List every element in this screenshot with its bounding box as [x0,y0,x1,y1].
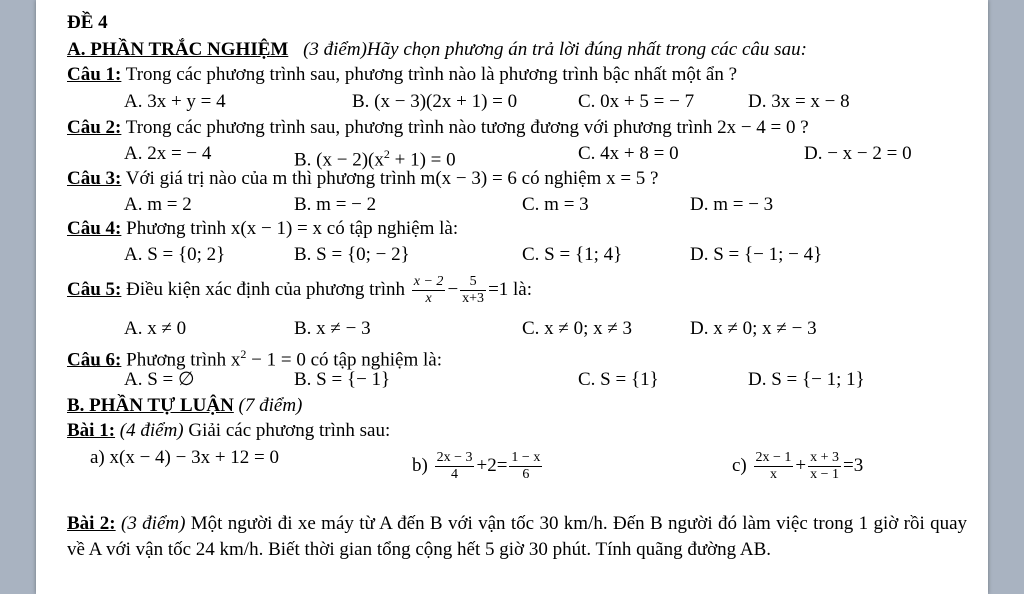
bai-1: Bài 1: (4 điểm) Giải các phương trình sau: [67,420,391,441]
fraction: $\frac{1 - x}{6}$ [511,450,541,483]
question-text: Điều kiện xác định của phương trình [121,279,406,300]
fraction: $\frac{2x - 1}{x}$ [755,450,792,483]
bai1-part-a: a) x(x − 4) − 3x + 12 = 0 [90,447,280,468]
fraction: $\frac{x + 3}{x - 1}$ [810,450,840,483]
q4-option-d: D. S = {− 1; − 4} [690,244,823,265]
question-label: Câu 1: [67,64,122,85]
q5-option-b: B. x ≠ − 3 [294,318,371,339]
question-text: Phương trình x(x − 1) = x có tập nghiệm là: [121,218,459,239]
q1-option-c: C. 0x + 5 = − 7 [578,91,695,112]
fraction: $\frac{x - 2}{x}$ [413,274,444,307]
q2-option-c: C. 4x + 8 = 0 [578,143,679,164]
q6-option-b: B. S = {− 1} [294,369,391,390]
bai-2: Bài 2: (3 điểm) Một người đi xe máy từ A đến B với vận tốc 30 km/h. Đến B người đó làm việc trong 1 giờ rồi quay về A với vận tốc 24 km/h. Biết thời gian tổng cộng hết 5 giờ 30 phút. Tính quãng đường AB. [67,513,968,560]
q3-option-c: C. m = 3 [522,194,589,215]
q5-option-c: C. x ≠ 0; x ≠ 3 [522,318,633,339]
q1-option-b: B. (x − 3)(2x + 1) = 0 [352,91,518,112]
question-5: Câu 5: Điều kiện xác định của phương trình $\frac{x - 2}{x}$ − $\frac{5}{x+3}$ =1 là: [67,274,533,307]
q4-option-a: A. S = {0; 2} [124,244,226,265]
fraction: $\frac{2x - 3}{4}$ [436,450,473,483]
q6-option-a: A. S = ∅ [124,369,195,390]
part-a-note: (3 điểm)Hãy chọn phương án trả lời đúng nhất trong các câu sau: [303,39,807,60]
q2-option-b: B. $(x - 2)(x^2 + 1) = 0$ [294,147,456,171]
q4-option-c: C. S = {1; 4} [522,244,623,265]
bai-label: Bài 1: [67,420,116,441]
q6-option-d: D. S = {− 1; 1} [748,369,865,390]
question-text: Trong các phương trình sau, phương trình nào là phương trình bậc nhất một ẩn ? [121,64,738,85]
q6-option-c: C. S = {1} [578,369,659,390]
question-label: Câu 4: [67,218,122,239]
exam-title: ĐỀ 4 [67,12,108,33]
question-label: Câu 5: [67,279,122,300]
question-text: Trong các phương trình sau, phương trình nào tương đương với phương trình 2x − 4 = 0 ? [121,117,809,138]
bai1-part-c: c) $\frac{2x - 1}{x}$ + $\frac{x + 3}{x - 1}$ =3 [732,450,864,483]
q1-option-a: A. 3x + y = 4 [124,91,226,112]
part-b-note: (7 điểm) [233,395,303,416]
question-4 [67,218,458,240]
question-1 [67,64,737,86]
part-a-heading: A. PHẦN TRẮC NGHIỆM [67,39,289,60]
document-page [36,0,988,594]
q5-option-a: A. x ≠ 0 [124,318,187,339]
q5-option-d: D. x ≠ 0; x ≠ − 3 [690,318,817,339]
question-6: Câu 6: Phương trình $x^2 - 1 = 0$ có tập nghiệm là: [67,347,442,371]
q3-option-d: D. m = − 3 [690,194,774,215]
bai-label: Bài 2: [67,513,116,534]
question-label: Câu 3: [67,168,122,189]
q1-option-d: D. 3x = x − 8 [748,91,850,112]
q2-option-d: D. − x − 2 = 0 [804,143,912,164]
question-text: Với giá trị nào của m thì phương trình m(x − 3) = 6 có nghiệm x = 5 ? [121,168,659,189]
bai1-part-b: b) $\frac{2x - 3}{4}$ +2= $\frac{1 - x}{6}$ [412,450,541,483]
question-label: Câu 6: [67,349,122,371]
question-label: Câu 2: [67,117,122,138]
q4-option-b: B. S = {0; − 2} [294,244,410,265]
q3-option-b: B. m = − 2 [294,194,377,215]
q2-option-a: A. 2x = − 4 [124,143,212,164]
question-2 [67,117,809,139]
question-3 [67,168,658,190]
q3-option-a: A. m = 2 [124,194,192,215]
part-a-heading-line [67,39,807,61]
fraction: $\frac{5}{x+3}$ [462,274,485,307]
part-b-heading: B. PHẦN TỰ LUẬN [67,395,234,416]
part-b-heading-line [67,395,302,417]
